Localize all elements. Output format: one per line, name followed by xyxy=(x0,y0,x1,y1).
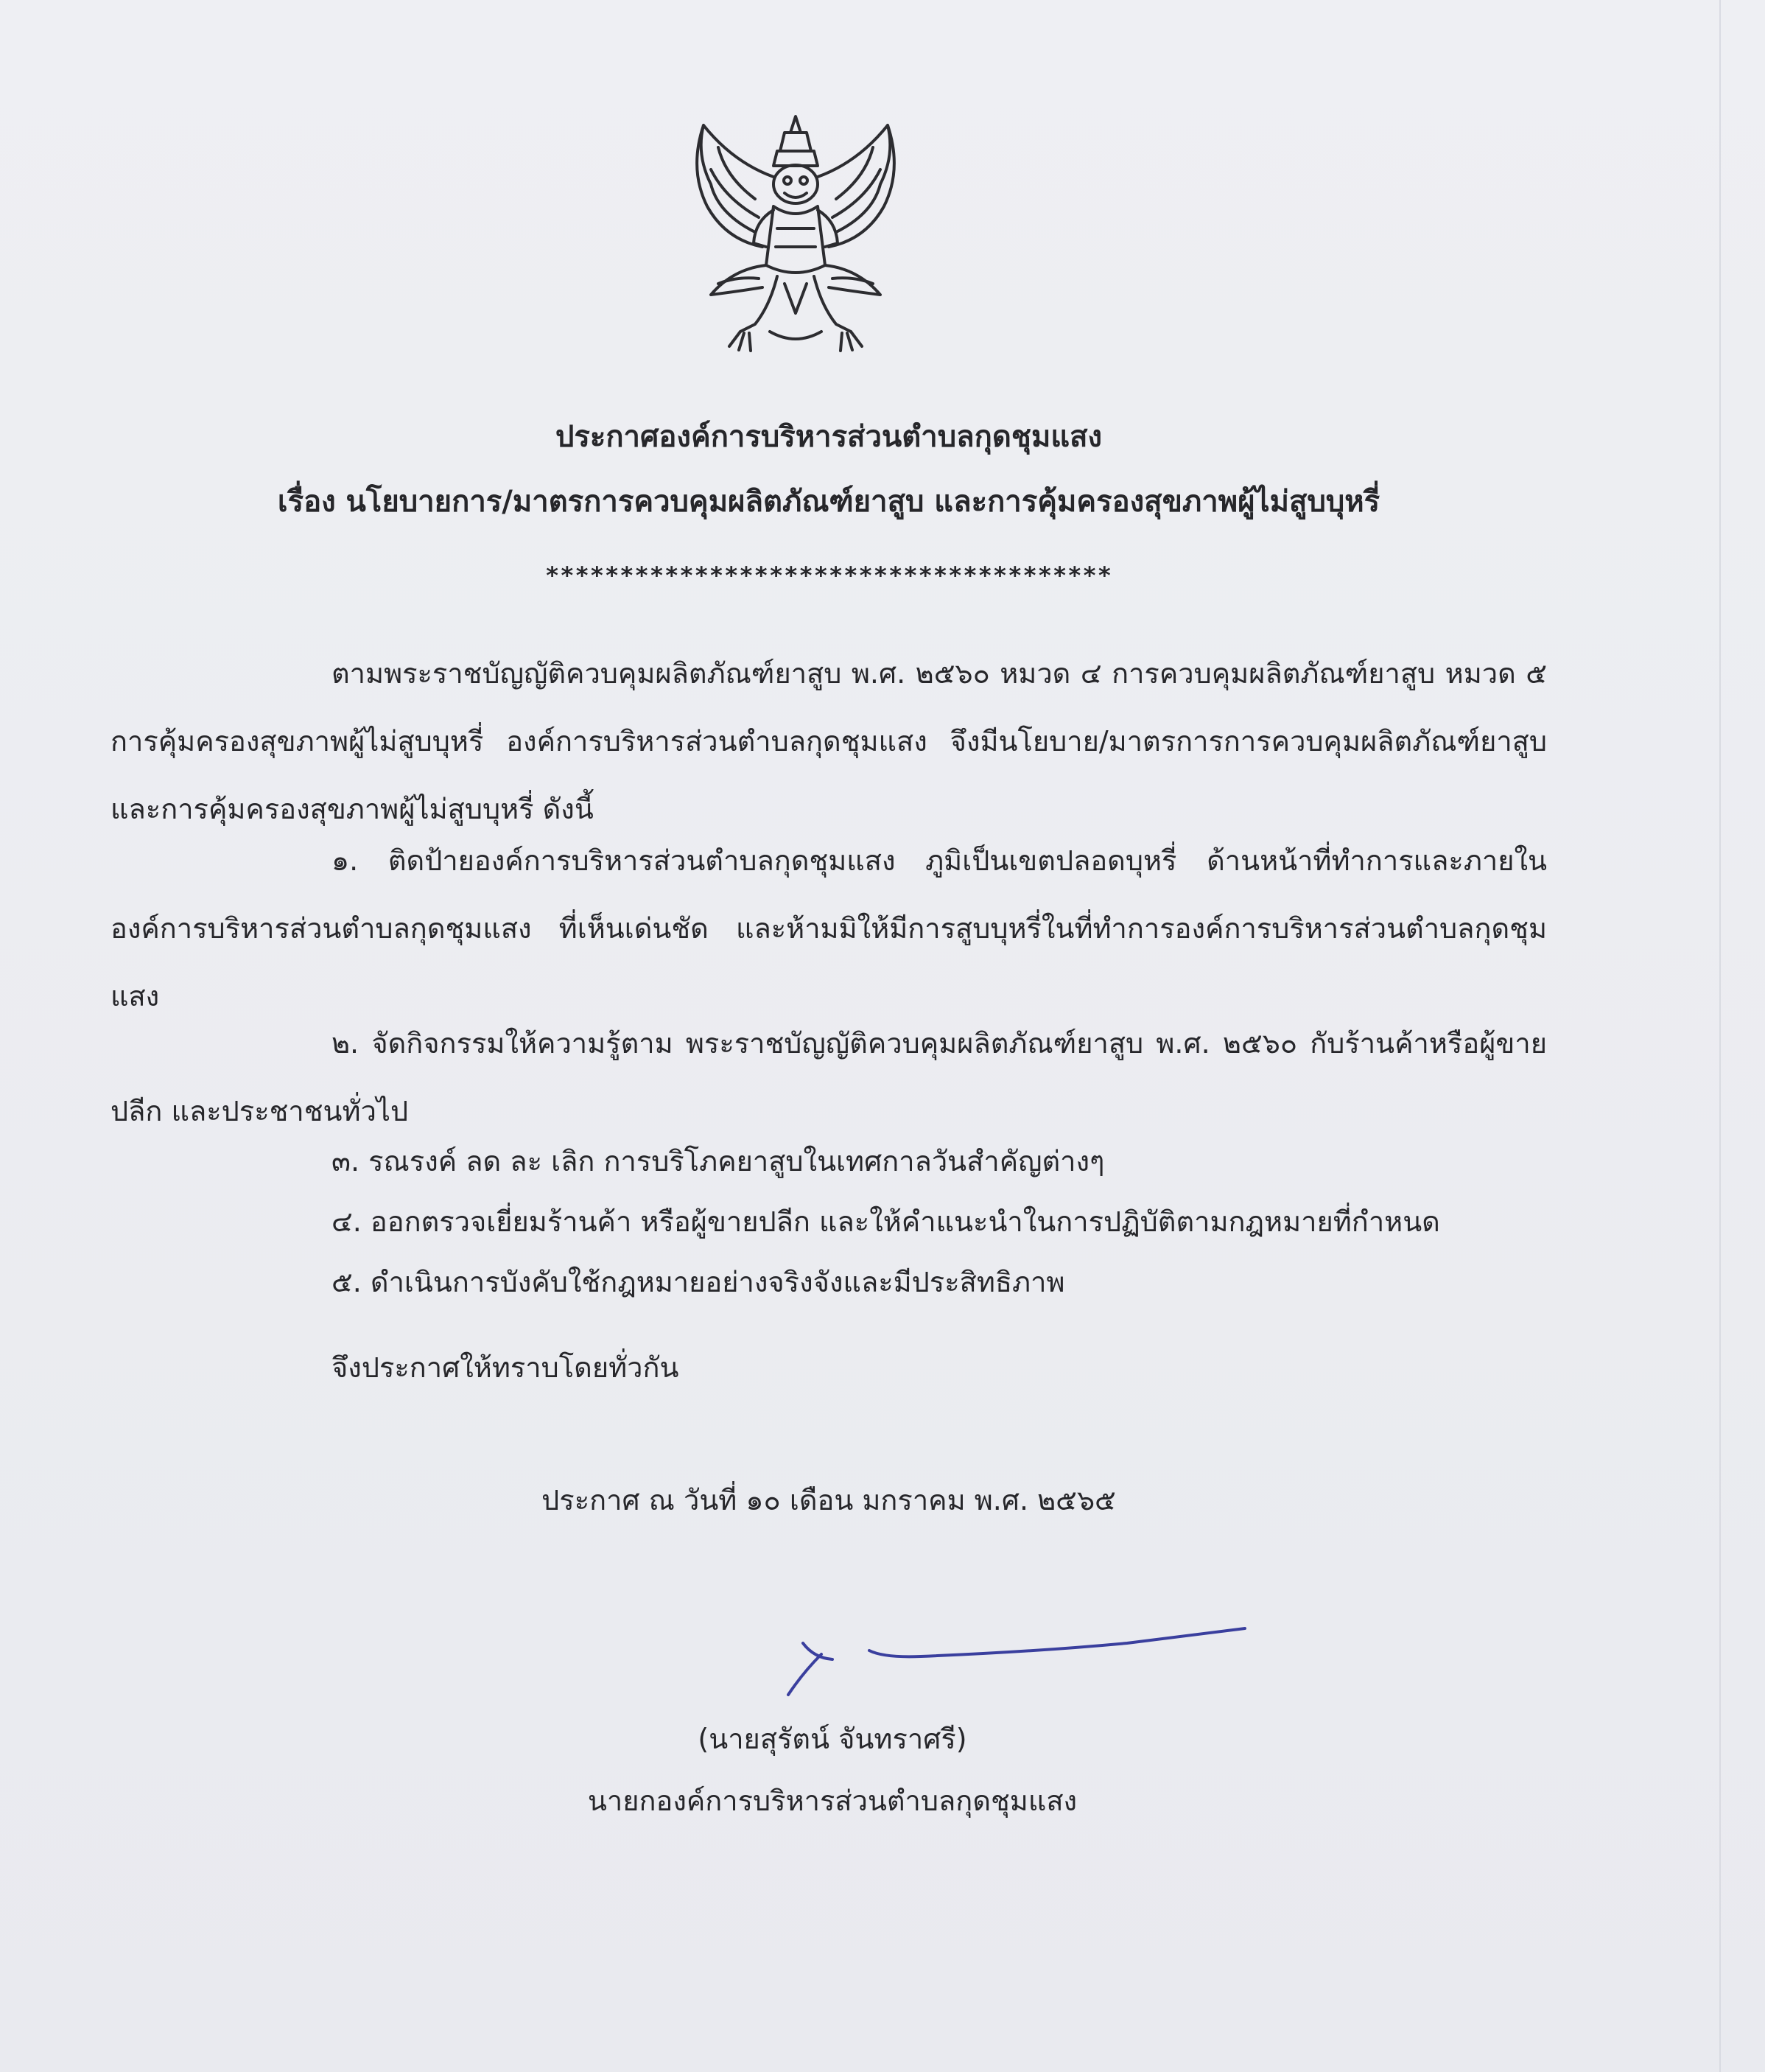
announcement-title: ประกาศองค์การบริหารส่วนตำบลกุดชุมแสง xyxy=(555,420,1103,454)
garuda-emblem-icon xyxy=(674,111,917,361)
announcement-date: ประกาศ ณ วันที่ ๑๐ เดือน มกราคม พ.ศ. ๒๕๖๕ xyxy=(541,1484,1116,1516)
list-item xyxy=(110,827,1547,1030)
intro-text: ตามพระราชบัญญัติควบคุมผลิตภัณฑ์ยาสูบ พ.ศ. ๒๕๖๐ หมวด ๔ การควบคุมผลิตภัณฑ์ยาสูบ หมวด ๕ การคุ้มครองสุขภาพผู้ไม่สูบบุหรี่ องค์การบริหารส่วนตำบลกุดชุมแสง จึงมีนโยบาย/มาตรการการควบคุมผลิตภัณฑ์ยาสูบ และการคุ้มครองสุขภาพผู้ไม่สูบบุหรี่ ดังนี้ xyxy=(110,657,1547,825)
signatory-name: (นายสุรัตน์ จันทราศรี) xyxy=(698,1723,967,1755)
list-item-text: ๒. จัดกิจกรรมให้ความรู้ตาม พระราชบัญญัติควบคุมผลิตภัณฑ์ยาสูบ พ.ศ. ๒๕๖๐ กับร้านค้าหรือผู้ขายปลีก และประชาชนทั่วไป xyxy=(110,1027,1547,1127)
list-item: ๓. รณรงค์ ลด ละ เลิก การบริโภคยาสูบในเทศกาลวันสำคัญต่างๆ xyxy=(331,1145,1105,1177)
list-item: ๕. ดำเนินการบังคับใช้กฎหมายอย่างจริงจังและมีประสิทธิภาพ xyxy=(331,1266,1065,1298)
announcement-subject: เรื่อง นโยบายการ/มาตรการควบคุมผลิตภัณฑ์ยาสูบ และการคุ้มครองสุขภาพผู้ไม่สูบบุหรี่ xyxy=(277,485,1380,519)
closing-statement: จึงประกาศให้ทราบโดยทั่วกัน xyxy=(331,1351,679,1384)
list-item-text: ๑. ติดป้ายองค์การบริหารส่วนตำบลกุดชุมแสง ภูมิเป็นเขตปลอดบุหรี่ ด้านหน้าที่ทำการและภายใน องค์การบริหารส่วนตำบลกุดชุมแสง ที่เห็นเด่นชัด และห้ามมิให้มีการสูบบุหรี่ในที่ทำการองค์การบริหารส่วนตำบลกุดชุมแสง xyxy=(110,844,1547,1012)
handwritten-signature xyxy=(773,1614,1252,1702)
separator-line: ************************************** xyxy=(544,561,1113,589)
list-item xyxy=(110,1009,1547,1145)
intro-paragraph xyxy=(110,640,1547,843)
paper-edge xyxy=(1719,0,1721,2072)
signatory-position: นายกองค์การบริหารส่วนตำบลกุดชุมแสง xyxy=(587,1785,1078,1817)
list-item: ๔. ออกตรวจเยี่ยมร้านค้า หรือผู้ขายปลีก และให้คำแนะนำในการปฏิบัติตามกฎหมายที่กำหนด xyxy=(331,1205,1440,1238)
